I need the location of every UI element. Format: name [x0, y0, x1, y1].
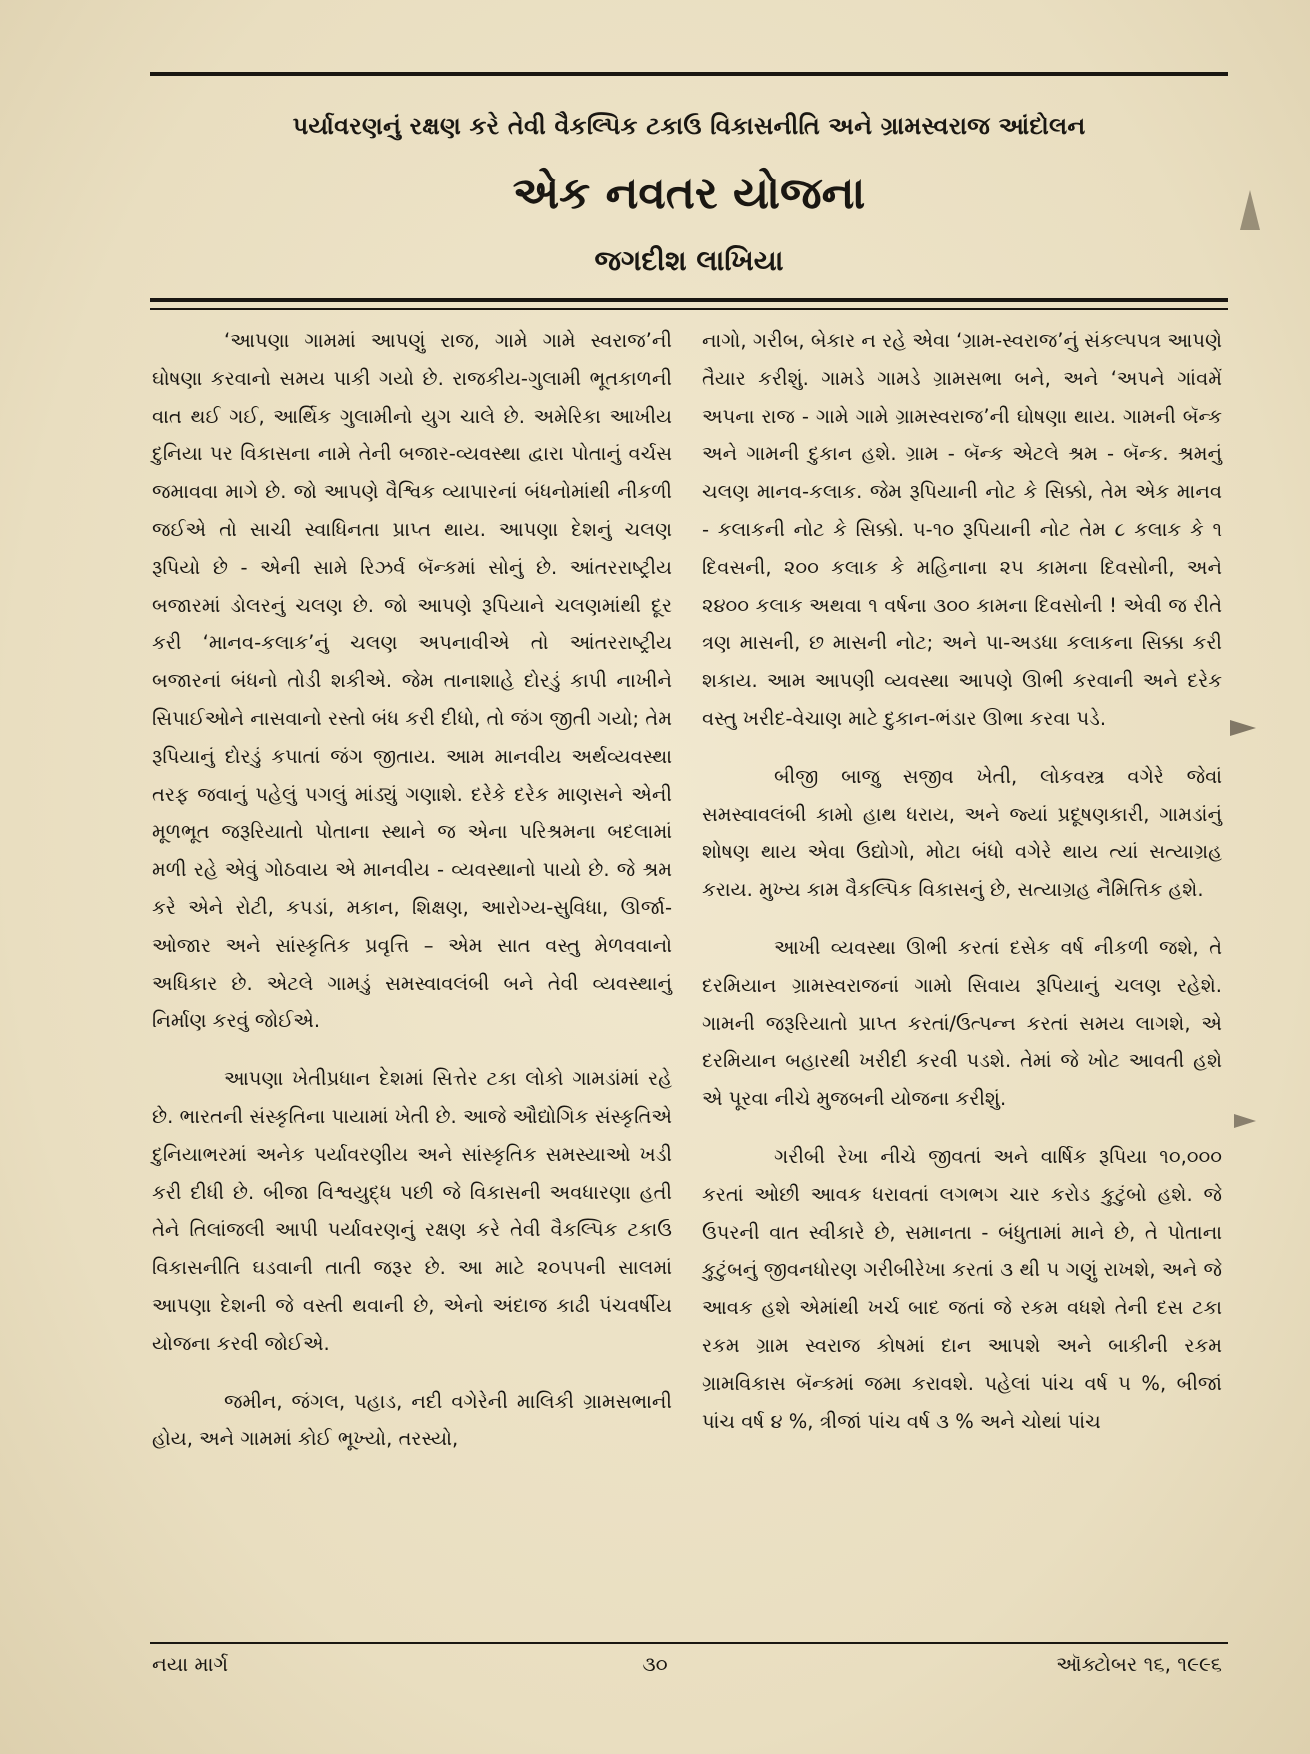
article-author: જગદીશ લાખિયા	[594, 244, 784, 277]
paper-tear-mark	[1230, 720, 1256, 736]
paragraph: બીજી બાજુ સજીવ ખેતી, લોકવસ્ત્ર વગેરે જેવાં સમસ્વાવલંબી કામો હાથ ધરાય, અને જ્યાં પ્રદૂષણકારી, ગામડાંનું શોષણ થાય એવા ઉદ્યોગો, મોટા બંધો વગેરે થાય ત્યાં સત્યાગ્રહ કરાય. મુખ્ય કામ વૈકલ્પિક વિકાસનું છે, સત્યાગ્રહ નૈમિત્તિક હશે.	[702, 764, 1222, 902]
left-column	[152, 322, 672, 1458]
top-rule	[150, 72, 1228, 76]
paragraph: આપણા ખેતીપ્રધાન દેશમાં સિત્તેર ટકા લોકો ગામડાંમાં રહે છે. ભારતની સંસ્કૃતિના પાયામાં ખેતી છે. આજે ઔદ્યોગિક સંસ્કૃતિએ દુનિયાભરમાં અનેક પર્યાવરણીય અને સાંસ્કૃતિક સમસ્યાઓ ખડી કરી દીધી છે. બીજા વિશ્વયુદ્ધ પછી જે વિકાસની અવધારણા હતી તેને તિલાંજલી આપી પર્યાવરણનું રક્ષણ કરે તેવી વૈકલ્પિક ટકાઉ વિકાસનીતિ ઘડવાની તાતી જરૂર છે. આ માટે ૨૦૫૫ની સાલમાં આપણા દેશની જે વસ્તી થવાની છે, એનો અંદાજ કાઢી પંચવર્ષીય યોજના કરવી જોઈએ.	[152, 1067, 672, 1355]
header-divider-thick	[150, 298, 1228, 302]
paragraph: ગરીબી રેખા નીચે જીવતાં અને વાર્ષિક રૂપિયા ૧૦,૦૦૦ કરતાં ઓછી આવક ધરાવતાં લગભગ ચાર કરોડ કુટુંબો હશે. જે ઉપરની વાત સ્વીકારે છે, સમાનતા - બંધુતામાં માને છે, તે પોતાના કુટુંબનું જીવનધોરણ ગરીબીરેખા કરતાં ૩ થી ૫ ગણું રાખશે, અને જે આવક હશે એમાંથી ખર્ચ બાદ જતાં જે રકમ વધશે તેની દસ ટકા રકમ ગ્રામ સ્વરાજ કોષમાં દાન આપશે અને બાકીની રકમ ગ્રામવિકાસ બૅન્કમાં જમા કરાવશે. પહેલાં પાંચ વર્ષ ૫ %, બીજાં પાંચ વર્ષ ૪ %, ત્રીજાં પાંચ વર્ષ ૩ % અને ચોથાં પાંચ	[702, 1144, 1222, 1433]
article-kicker: પર્યાવરણનું રક્ષણ કરે તેવી વૈકલ્પિક ટકાઉ વિકાસનીતિ અને ગ્રામસ્વરાજ આંદોલન	[292, 112, 1086, 140]
paragraph-continued: નાગો, ગરીબ, બેકાર ન રહે એવા ‘ગ્રામ-સ્વરાજ’નું સંકલ્પપત્ર આપણે તૈયાર કરીશું. ગામડે ગામડે ગ્રામસભા બને, અને ‘અપને ગાંવમેં અપના રાજ - ગામે ગામે ગ્રામસ્વરાજ’ની ઘોષણા થાય. ગામની બૅન્ક અને ગામની દુકાન હશે. ગ્રામ - બૅન્ક એટલે શ્રમ - બૅન્ક. શ્રમનું ચલણ માનવ-કલાક. જેમ રૂપિયાની નોટ કે સિક્કો, તેમ એક માનવ - કલાકની નોટ કે સિક્કો. ૫-૧૦ રૂપિયાની નોટ તેમ ૮ કલાક કે ૧ દિવસની, ૨૦૦ કલાક કે મહિનાના ૨૫ કામના દિવસોની, અને ૨૪૦૦ કલાક અથવા ૧ વર્ષના ૩૦૦ કામના દિવસોની ! એવી જ રીતે ત્રણ માસની, છ માસની નોટ; અને પા-અડધા કલાકના સિક્કા કરી શકાય. આમ આપણી વ્યવસ્થા આપણે ઊભી કરવાની અને દરેક વસ્તુ ખરીદ-વેચાણ માટે દુકાન-ભંડાર ઊભા કરવા પડે.	[702, 329, 1222, 730]
right-column	[702, 322, 1222, 1440]
paragraph: ‘આપણા ગામમાં આપણું રાજ, ગામે ગામે સ્વરાજ’ની ઘોષણા કરવાનો સમય પાકી ગયો છે. રાજકીય-ગુલામી ભૂતકાળની વાત થઈ ગઈ, આર્થિક ગુલામીનો યુગ ચાલે છે. અમેરિકા આખીય દુનિયા પર વિકાસના નામે તેની બજાર-વ્યવસ્થા દ્વારા પોતાનું વર્ચસ જમાવવા માગે છે. જો આપણે વૈશ્વિક વ્યાપારનાં બંધનોમાંથી નીકળી જઈએ તો સાચી સ્વાધિનતા પ્રાપ્ત થાય. આપણા દેશનું ચલણ રૂપિયો છે - એની સામે રિઝર્વ બૅન્કમાં સોનું છે. આંતરરાષ્ટ્રીય બજારમાં ડોલરનું ચલણ છે. જો આપણે રૂપિયાને ચલણમાંથી દૂર કરી ‘માનવ-કલાક’નું ચલણ અપનાવીએ તો આંતરરાષ્ટ્રીય બજારનાં બંધનો તોડી શકીએ. જેમ તાનાશાહે દોરડું કાપી નાખીને સિપાઈઓને નાસવાનો રસ્તો બંધ કરી દીધો, તો જંગ જીતી ગયો; તેમ રૂપિયાનું દોરડું કપાતાં જંગ જીતાય. આમ માનવીય અર્થવ્યવસ્થા તરફ જવાનું પહેલું પગલું માંડ્યું ગણાશે. દરેકે દરેક માણસને એની મૂળભૂત જરૂરિયાતો પોતાના સ્થાને જ એના પરિશ્રમના બદલામાં મળી રહે એવું ગોઠવાય એ માનવીય - વ્યવસ્થાનો પાયો છે. જે શ્રમ કરે એને રોટી, કપડાં, મકાન, શિક્ષણ, આરોગ્ય-સુવિધા, ઊર્જા-ઓજાર અને સાંસ્કૃતિક પ્રવૃત્તિ – એમ સાત વસ્તુ મેળવવાનો અધિકાર છે. એટલે ગામડું સમસ્વાવલંબી બને તેવી વ્યવસ્થાનું નિર્માણ કરવું જોઈએ.	[152, 329, 672, 1033]
paper-tear-mark	[1234, 1114, 1256, 1128]
footer-publication: નયા માર્ગ	[152, 1652, 229, 1676]
footer-rule	[150, 1642, 1228, 1644]
paper-tear-mark	[1240, 190, 1260, 230]
article-title: એક નવતર યોજના	[512, 168, 866, 219]
paragraph: આખી વ્યવસ્થા ઊભી કરતાં દસેક વર્ષ નીકળી જશે, તે દરમિયાન ગ્રામસ્વરાજનાં ગામો સિવાય રૂપિયાનું ચલણ રહેશે. ગામની જરૂરિયાતો પ્રાપ્ત કરતાં/ઉત્પન્ન કરતાં સમય લાગશે, એ દરમિયાન બહારથી ખરીદી કરવી પડશે. તેમાં જે ખોટ આવતી હશે એ પૂરવા નીચે મુજબની યોજના કરીશું.	[702, 935, 1222, 1111]
paragraph: જમીન, જંગલ, પહાડ, નદી વગેરેની માલિકી ગ્રામસભાની હોય, અને ગામમાં કોઈ ભૂખ્યો, તરસ્યો,	[152, 1389, 672, 1451]
footer-page-number: ૩૦	[642, 1652, 668, 1676]
header-divider-thin	[150, 308, 1228, 310]
footer-date: ઑક્ટોબર ૧૬, ૧૯૯૬	[1056, 1652, 1222, 1676]
